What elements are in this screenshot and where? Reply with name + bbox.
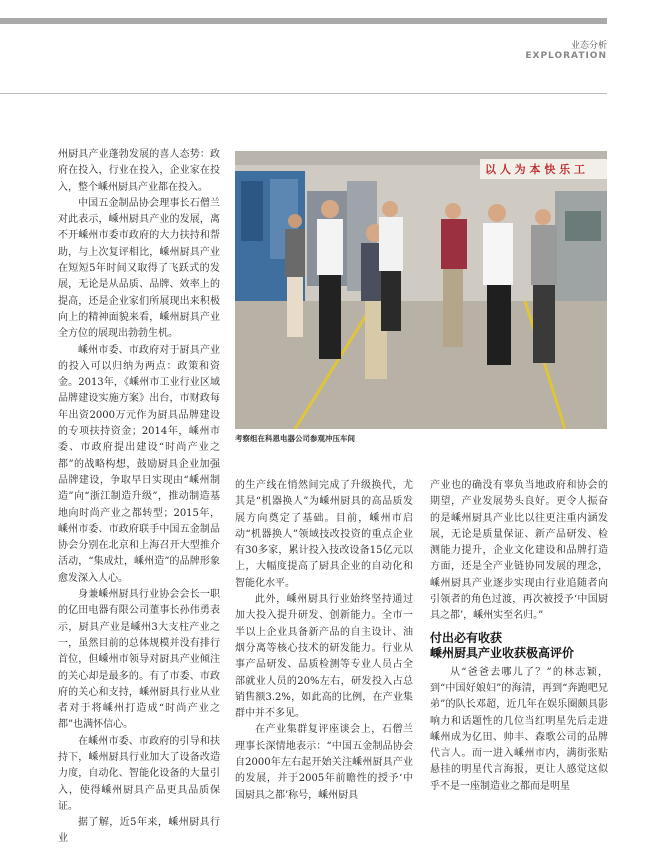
section-headline [430,631,608,661]
paragraph: 州厨具产业蓬勃发展的喜人态势：政府在投入，行业在投入，企业家在投入，整个嵊州厨具产业都在投入。 [58,149,220,193]
paragraph: 嵊州市委、市政府对于厨具产业的投入可以归纳为两点：政策和资金。2013年，《嵊州市工业行业区域品牌建设实施方案》出台，市财政每年出资2000万元作为厨具品牌建设的专项扶持资金；2014年，嵊州市委、市政府提出建设“时尚产业之都”的战略构想，鼓励厨具企业加强品牌建设，争取早日实现由“嵊州制造”向“浙江制造升级”，推动制造基地向时尚产业之都转型；2015年，嵊州市委、市政府联手中国五金制品协会分别在北京和上海召开大型推介活动，“集成灶，嵊州造”的品牌形象愈发深入人心。 [58,344,220,584]
article-column-3 [430,478,608,795]
paragraph: 的生产线在悄然间完成了升级换代，尤其是“机器换人”为嵊州厨具的高品质发展方向奠定了基础。目前，嵊州市启动“机器换人”领域技改投资的重点企业有30多家，累计投入技改设备15亿元以上，大幅度提高了厨具企业的自动化和智能化水平。 [235,480,413,589]
top-rule-bar [0,18,607,24]
photo-caption: 考察组在科恩电器公司参观冲压车间 [235,434,355,443]
factory-visit-illustration [235,151,607,429]
paragraph: 此外，嵊州厨具行业始终坚持通过加大投入提升研发、创新能力。全市一半以上企业具备新产品的自主设计、油烟分离等核心技术的研发能力。行业从事产品研发、品质检测等专业人员占全部就业人员的20%左右，研发投入占总销售额3.2%，如此高的比例，在产业集群中并不多见。 [235,594,413,720]
header-divider [0,93,607,94]
headline-line-2: 嵊州厨具产业收获极高评价 [430,645,575,660]
paragraph: 身兼嵊州厨具行业协会会长一职的亿田电器有限公司董事长孙伟勇表示，厨具产业是嵊州3大支柱产业之一，虽然目前的总体规模并没有排行首位，但嵊州市领导对厨具产业倾注的关心却是最多的。有了市委、市政府的关心和支持，嵊州厨具行业从业者对于将嵊州打造成“时尚产业之都”也满怀信心。 [58,589,220,731]
paragraph: 产业也的确没有辜负当地政府和协会的期望，产业发展势头良好。更令人振奋的是嵊州厨具产业比以往更注重内涵发展，无论是质量保证、新产品研发、检测能力提升，企业文化建设和品牌打造方面，还是全产业链协同发展的理念，嵊州厨具产业逐步实现由行业追随者向引领者的角色过渡，再次被授予‘中国厨具之都’，嵊州实至名归。” [430,480,608,622]
paragraph: 在嵊州市委、市政府的引导和扶持下，嵊州厨具行业加大了设备改造力度，自动化、智能化设备的大量引入，使得嵊州厨具产品更具品质保证。 [58,735,220,812]
paragraph: 中国五金制品协会理事长石僧兰对此表示，嵊州厨具产业的发展，离不开嵊州市委市政府的大力扶持和帮助，与上次复评相比，嵊州厨具产业在短短5年时间又取得了飞跃式的发展，无论是从品质、品牌、效率上的提高，还是企业家们所展现出来积极向上的精神面貌来看，嵊州厨具产业全方位的展现出勃勃生机。 [58,197,220,340]
section-subtitle: EXPLORATION [525,51,607,61]
article-column-1 [58,147,220,848]
headline-line-1: 付出必有收获 [430,630,503,645]
paragraph: 从“爸爸去哪儿了？”的林志颖，到“中国好娘妇”的海清，再到“奔跑吧兄弟”的队长邓超，近几年在娱乐圈颇具影响力和话题性的几位当红明星先后走进嵊州成为亿田、帅丰、森歌公司的品牌代言人。而一进入嵊州市内，满街张贴悬挂的明星代言海报，更让人感觉这似乎不是一座制造业之都而是明星 [430,666,608,792]
article-column-2 [235,478,413,804]
banner-text: 以 人 为 本 快 乐 工 [485,163,585,176]
section-title: 业态分析 [570,41,607,51]
factory-visit-photo [235,151,607,429]
paragraph: 在产业集群复评座谈会上，石僧兰理事长深情地表示：“中国五金制品协会自2000年左右起开始关注嵊州厨具产业的发展，并于2005年前瞻性的授予‘中国厨具之都’称号，嵊州厨具 [235,724,413,801]
paragraph: 据了解，近5年来，嵊州厨具行业 [58,817,220,845]
